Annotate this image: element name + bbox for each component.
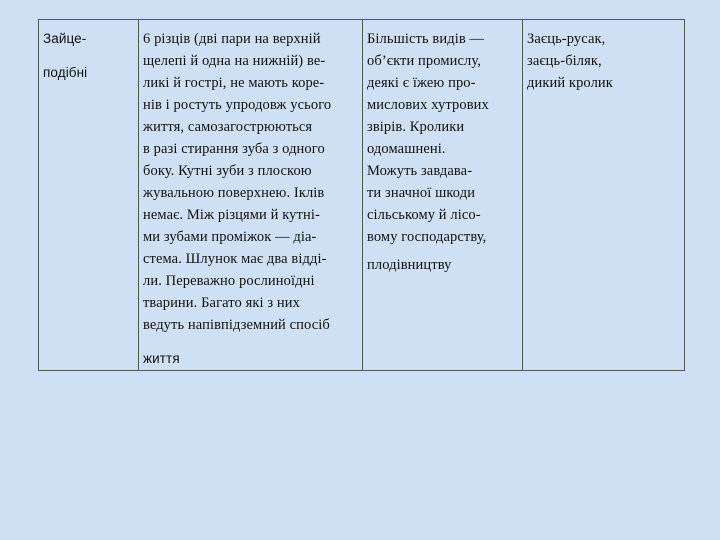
significance-line-4: мислових хутрових <box>367 97 489 113</box>
order-line-2: подібні <box>43 65 88 80</box>
features-line-10: ми зубами проміжок — діа- <box>143 229 317 245</box>
features-line-3: ликі й гострі, не мають коре- <box>143 75 325 91</box>
features-line-11: стема. Шлунок має два відді- <box>143 251 327 267</box>
significance-line-7: Можуть завдава- <box>367 163 473 179</box>
significance-line-8: ти значної шкоди <box>367 185 476 201</box>
classification-table <box>38 19 685 371</box>
significance-line-1: Більшість видів — <box>367 31 485 47</box>
significance-line-2: об’єкти промислу, <box>367 53 481 69</box>
cell-examples <box>523 20 685 371</box>
features-line-9: немає. Між різцями й кутні- <box>143 207 320 223</box>
features-line-2: щелепі й одна на нижній) ве- <box>143 53 326 69</box>
features-line-13: тварини. Багато які з них <box>143 295 300 311</box>
significance-line-9: сільському й лісо- <box>367 207 481 223</box>
features-line-1: 6 різців (дві пари на верхній <box>143 31 321 47</box>
significance-line-5: звірів. Кролики <box>367 119 465 135</box>
features-line-8: жувальною поверхнею. Іклів <box>143 185 325 201</box>
cell-order-name <box>39 20 139 371</box>
examples-line-3: дикий кролик <box>527 75 613 91</box>
features-line-5: життя, самозагострюються <box>143 119 313 135</box>
cell-features <box>139 20 363 371</box>
examples-line-2: заєць-біляк, <box>527 53 602 69</box>
features-line-4: нів і ростуть упродовж усього <box>143 97 332 113</box>
features-line-7: боку. Кутні зуби з плоскою <box>143 163 312 179</box>
features-line-14: ведуть напівпідземний спосіб <box>143 317 330 333</box>
order-line-1: Зайце- <box>43 31 87 46</box>
features-line-12: ли. Переважно рослиноїдні <box>143 273 315 289</box>
significance-line-11: плодівництву <box>367 257 452 273</box>
cell-significance <box>363 20 523 371</box>
table-row-hare-like <box>39 20 685 371</box>
examples-line-1: Заєць-русак, <box>527 31 606 47</box>
significance-line-3: деякі є їжею про- <box>367 75 476 91</box>
significance-line-6: одомашнені. <box>367 141 446 157</box>
features-line-6: в разі стирання зуба з одного <box>143 141 325 157</box>
features-line-15: життя <box>143 351 180 366</box>
significance-line-10: вому господарству, <box>367 229 487 245</box>
